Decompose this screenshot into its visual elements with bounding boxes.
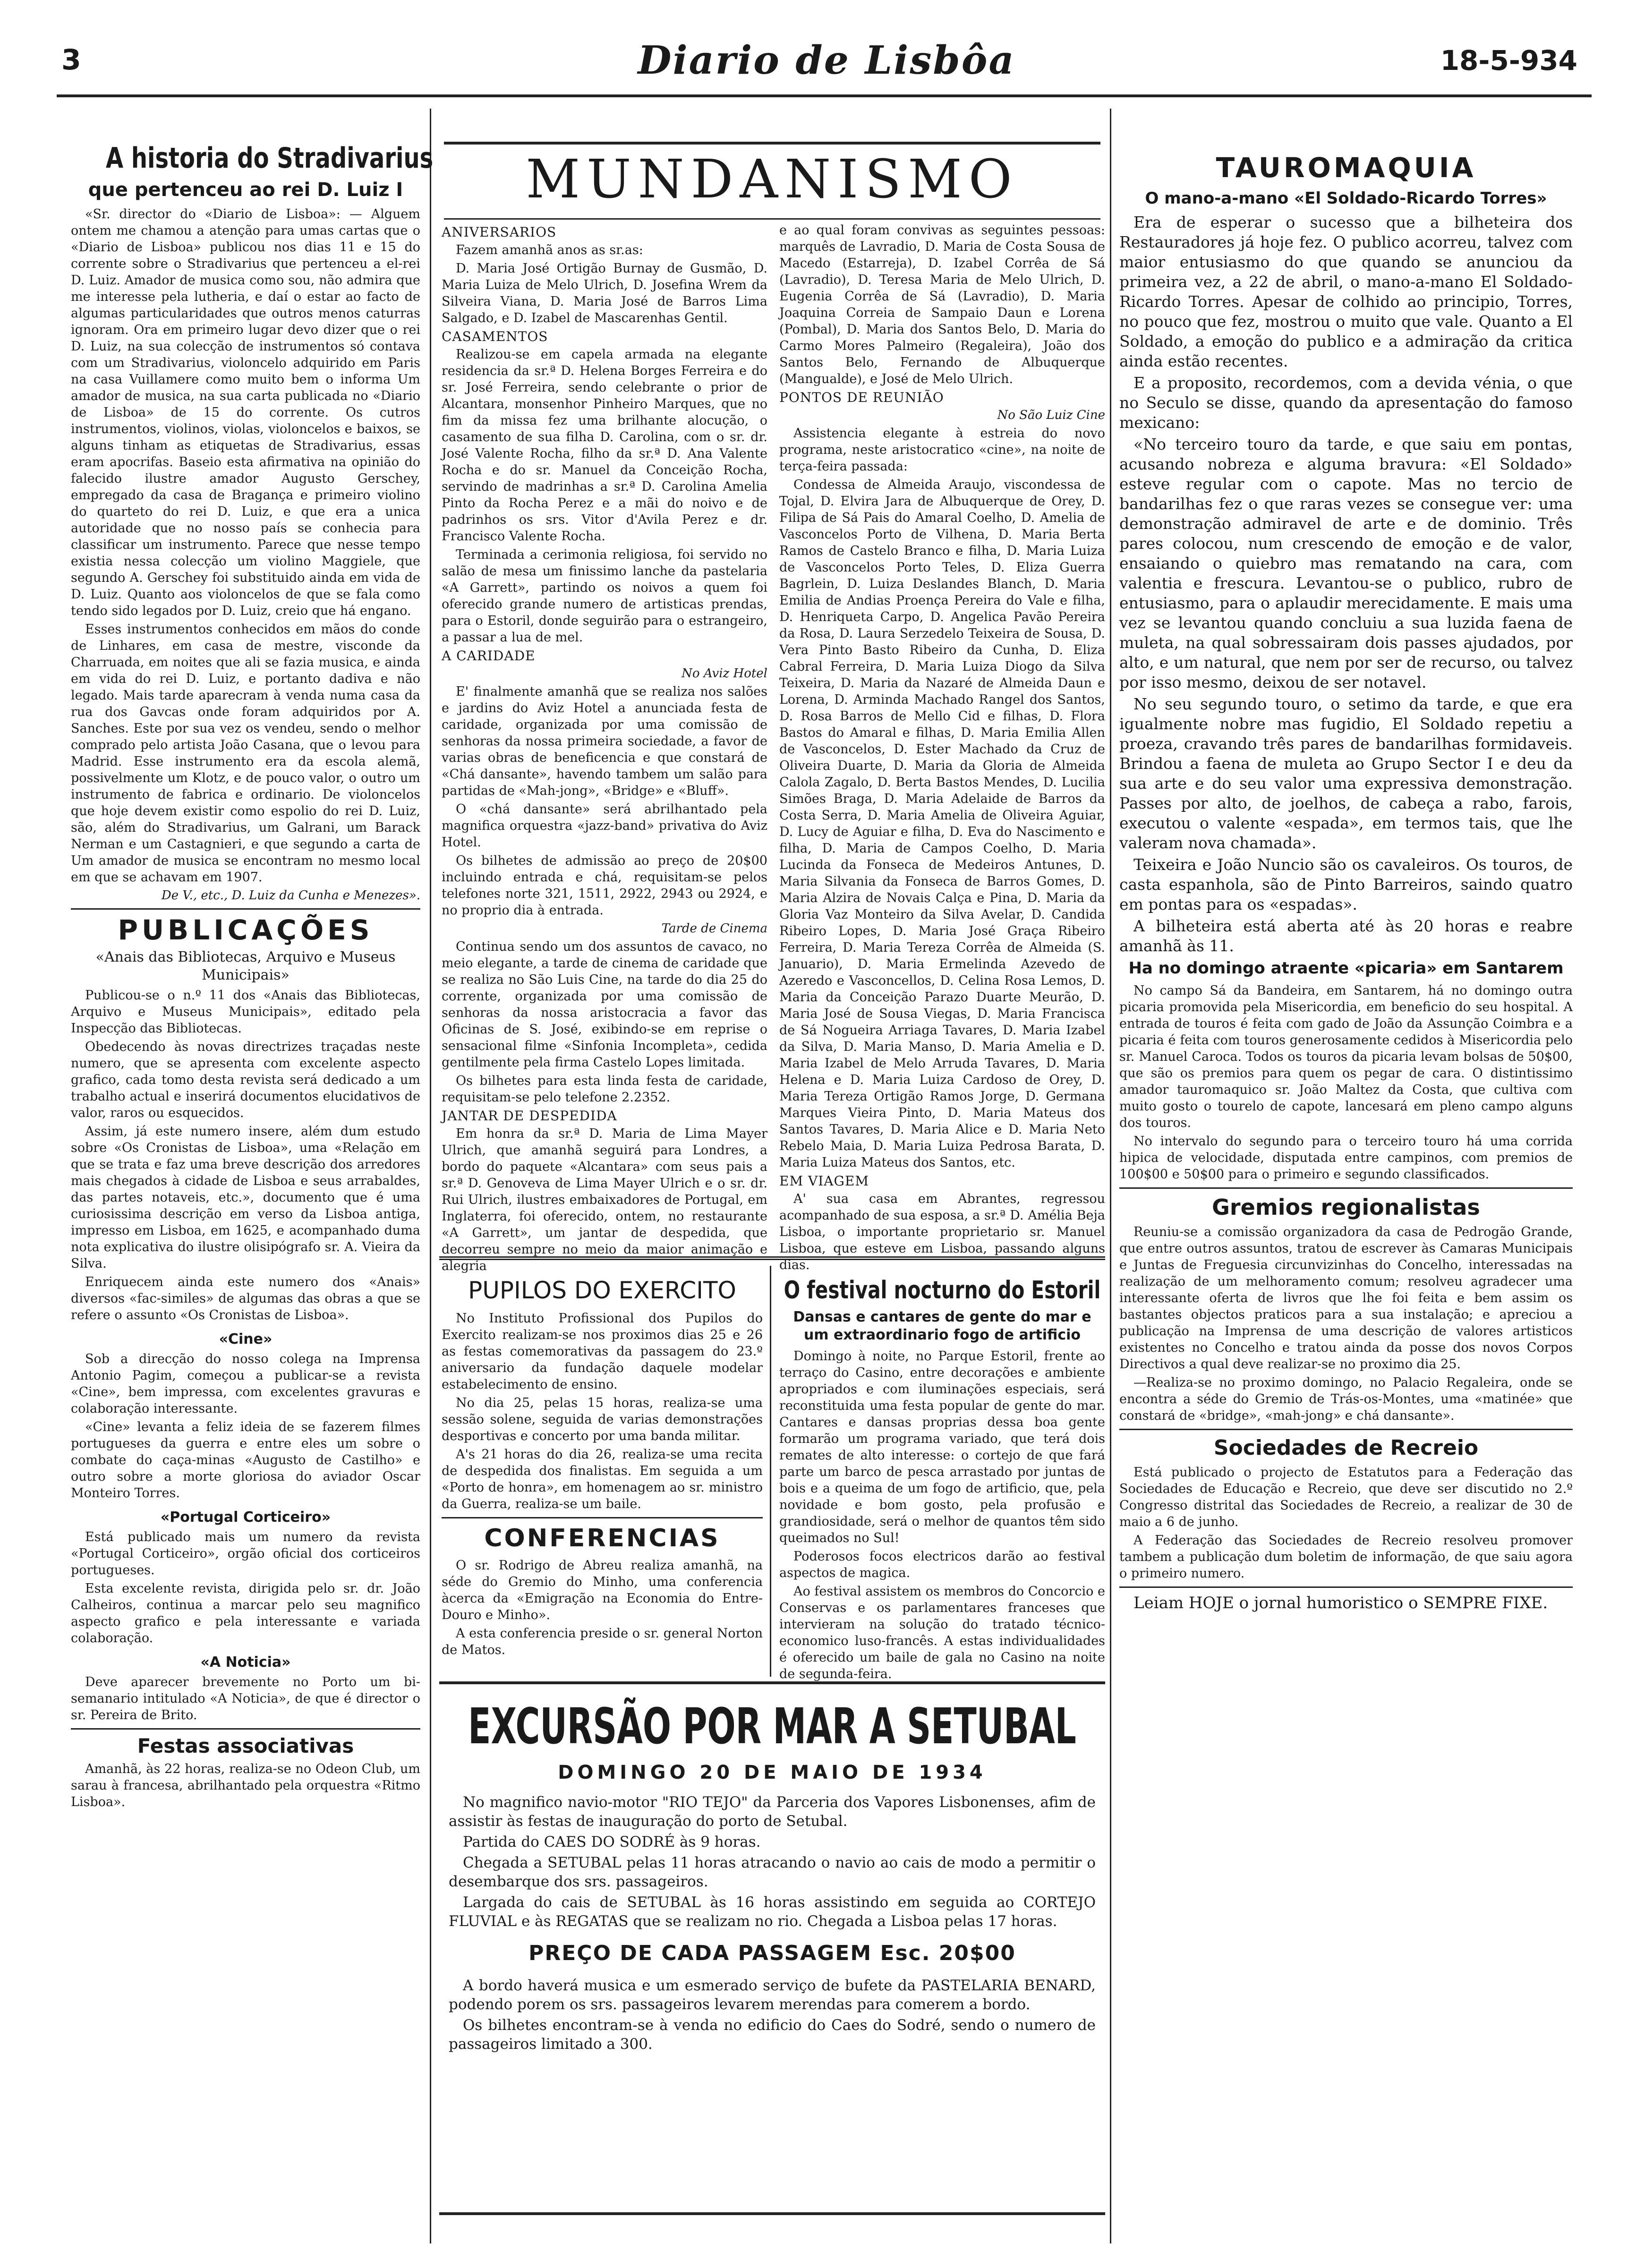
jantar-despedida-p1: Em honra da sr.ª D. Maria de Lima Mayer Ulrich, que amanhã seguirá para Londres, a bordo do paquete «Alcantara» com seus pais a sr.ª D. Genoveva de Lima Mayer Ulrich e o sr. dr. Rui Ulrich, ilustres embaixadores de Portugal, em Inglaterra, foi oferecido, ontem, no restaurante «A Garrett», um jantar de despedida, que decorreu sempre no meio da maior animação e alegria xyxy=(442,1126,767,1273)
masthead-date: 18-5-934 xyxy=(1440,44,1577,77)
tauromaquia-p3: «No terceiro touro da tarde, e que saiu em pontas, acusando nobreza e alguma bravura: «El Soldado» esteve regular com o capote. Mas no tercio de bandarilhas fez o que raras vezes se consegue ver: uma demonstração admiravel de arte e de dominio. Três pares colocou, num crescendo de emoção e de valor, ensaiando o quiebro mas rematando na cara, com valentia e frescura. Levantou-se o publico, rubro de entusiasmo, para o aplaudir merecidamente. E mais uma vez se levantou quando concluiu a sua luzida faena de muleta, na qual sobressairam dois passes ajudados, por alto, e um natural, que nem por ser de recurso, ou talvez por isso mesmo, deixou de ser notavel. xyxy=(1119,435,1573,691)
column-tauromaquia xyxy=(1119,109,1573,2248)
caridade-p3: Os bilhetes de admissão ao preço de 20$00 incluindo entrada e chá, requisitam-se pelos telefones norte 321, 1511, 2922, 2943 ou 2924, e no proprio dia à entrada. xyxy=(442,853,767,918)
estoril-p3: Ao festival assistem os membros do Concorcio e Conservas e os parlamentares franceses que intervieram na solução do tratado técnico-economico luso-francês. A estas individualidades é oferecido um baile de gala no Casino na noite de segunda-feira. xyxy=(779,1584,1105,1681)
tauromaquia-p2: E a proposito, recordemos, com a devida vénia, o que no Seculo se disse, quando da apresentação do famoso mexicano: xyxy=(1119,374,1573,432)
tauromaquia-subhead: O mano-a-mano «El Soldado-Ricardo Torres» xyxy=(1145,189,1547,208)
aniversarios-p2: D. Maria José Ortigão Burnay de Gusmão, D. Maria Luiza de Melo Ulrich, D. Josefina Wrem da Silveira Viana, D. Maria José de Barros Lima Salgado, e D. Izabel de Mascarenhas Gentil. xyxy=(442,261,767,325)
excursao-p6: Os bilhetes encontram-se à venda no edificio do Caes do Sodré, sendo o numero de passageiros limitado a 300. xyxy=(449,2017,1096,2053)
pontos-reuniao-p1: Assistencia elegante à estreia do novo programa, neste aristocratico «cine», na noite de terça-feira passada: xyxy=(779,426,1105,474)
excursao-p1: No magnifico navio-motor "RIO TEJO" da Parceria dos Vapores Lisbonenses, afim de assistir às festas de inauguração do porto de Setubal. xyxy=(449,1794,1096,1830)
estoril-section xyxy=(779,1270,1105,1681)
pupilos-headline: PUPILOS DO EXERCITO xyxy=(468,1277,736,1304)
anais-p4: Enriquecem ainda este numero dos «Anais» diversos «fac-similes» de algumas das obras a que se refere o assunto «Os Cronistas de Lisboa». xyxy=(71,1275,420,1322)
anais-p3: Assim, já este numero insere, além dum estudo sobre «Os Cronistas de Lisboa», uma «Relação em que se trata e faz uma breve descrição dos arredores mais chegados à cidade de Lisboa e seus arrabaldes, das partes notaveis, etc.», documento que é uma curiosissima descrição em verso da Lisboa antiga, impresso em Lisboa, em 1625, e acompanhado duma nota explicativa do ilustre olisipógrafo sr. A. Vieira da Silva. xyxy=(71,1124,420,1271)
divider xyxy=(71,908,420,910)
portugal-corticeiro-title: «Portugal Corticeiro» xyxy=(160,1509,331,1526)
estoril-subhead: Dansas e cantares de gente do mar e um extraordinario fogo de artificio xyxy=(793,1309,1091,1343)
stradivarius-subhead: que pertenceu ao rei D. Luiz I xyxy=(88,179,403,201)
pupilos-section xyxy=(442,1270,763,1677)
stradivarius-signature: De V., etc., D. Luiz da Cunha e Menezes». xyxy=(161,888,420,903)
a-noticia-p1: Deve aparecer brevemente no Porto um bi-semanario intitulado «A Noticia», de que é director o sr. Pereira de Brito. xyxy=(71,1675,420,1722)
divider xyxy=(442,1517,763,1518)
pupilos-p1: No Instituto Profissional dos Pupilos do Exercito realizam-se nos proximos dias 25 e 26 as festas comemorativas da passagem do 23.º aniversario da fundação daquele modelar estabelecimento de ensino. xyxy=(442,1311,763,1392)
divider xyxy=(1119,1586,1573,1588)
santarem-title: Ha no domingo atraente «picaria» em Santarem xyxy=(1128,959,1564,978)
excursao-p4: Largada do cais de SETUBAL às 16 horas assistindo em seguida ao CORTEJO FLUVIAL e às REGATAS que se realizam no rio. Chegada a Lisboa pelas 17 horas. xyxy=(449,1894,1096,1930)
jantar-despedida-title: JANTAR DE DESPEDIDA xyxy=(442,1108,617,1124)
caridade-location: No Aviz Hotel xyxy=(682,666,767,681)
column-rule xyxy=(1110,109,1111,2243)
pupilos-p3: A's 21 horas do dia 26, realiza-se uma recita de despedida dos finalistas. Em seguida a um «Porto de honra», em homenagem ao sr. ministro da Guerra, realiza-se um baile. xyxy=(442,1447,763,1511)
tarde-cinema-p1: Continua sendo um dos assuntos de cavaco, no meio elegante, a tarde de cinema de caridade que se realiza no São Luis Cine, na tarde do dia 25 do corrente, organizada por uma comissão de senhoras da nossa aristocracia a favor das Oficinas de S. José, exibindo-se em reprise o sensacional filme «Sinfonia Incompleta», cedida gentilmente pela firma Castelo Lopes limitada. xyxy=(442,939,767,1070)
gremios-title: Gremios regionalistas xyxy=(1212,1194,1480,1220)
cine-p1: Sob a direcção do nosso colega na Imprensa Antonio Pagim, começou a publicar-se a revista «Cine», bem impressa, com excelentes gravuras e colaboração interessante. xyxy=(71,1352,420,1416)
excursao-headline: EXCURSÃO POR MAR A SETUBAL xyxy=(468,1697,1076,1755)
sociedades-recreio-p2: A Federação das Sociedades de Recreio resolveu promover tambem a publicação dum boletim de informação, de que saiu agora o primeiro numero. xyxy=(1119,1533,1573,1581)
mundanismo-banner: MUNDANISMO xyxy=(526,149,1019,210)
pupilos-p2: No dia 25, pelas 15 horas, realiza-se uma sessão solene, seguida de varias demonstrações desportivas e concerto por uma banda militar. xyxy=(442,1396,763,1443)
caridade-title: A CARIDADE xyxy=(442,648,536,664)
cine-p2: «Cine» levanta a feliz ideia de se fazerem filmes portugueses da guerra e entre eles um sobre o combate do caça-minas «Augusto de Castilho» e outro sobre a morte gloriosa do aviador Oscar Monteiro Torres. xyxy=(71,1420,420,1501)
stradivarius-headline: A historia do Stradivarius xyxy=(106,142,434,175)
caridade-p1: E' finalmente amanhã que se realiza nos salões e jardins do Aviz Hotel a anunciada festa de caridade, organizada por uma comissão de senhoras da nossa primeira sociedade, a favor de varias obras de beneficencia e que constará de «Chá dansante», havendo tambem um salão para partidas de «Mah-jong», «Bridge» e «Bluff». xyxy=(442,684,767,798)
estoril-headline: O festival nocturno do Estoril xyxy=(784,1276,1101,1305)
jantar-convivas: e ao qual foram convivas as seguintes pessoas: marquês de Lavradio, D. Maria de Costa Sousa de Macedo (Estarreja), D. Izabel Corrêa de Sá (Lavradio), D. Teresa Maria de Melo Ulrich, D. Eugenia Corrêa de Sá (Lavradio), D. Maria Joaquina Correia de Sampaio Daun e Lorena (Pombal), D. Maria dos Santos Belo, D. Maria do Carmo Mores Palmeiro (Regaleira), João dos Santos Belo, Fernando de Albuquerque (Mangualde), e José de Melo Ulrich. xyxy=(779,223,1105,386)
tauromaquia-p4: No seu segundo touro, o setimo da tarde, e que era igualmente nobre mas fugidio, El Soldado repetiu a proeza, cravando três pares de bandarilhas formidaveis. Brindou a faena de muleta ao Grupo Sector I e deu da sua arte e do seu valor uma expressiva demonstração. Passes por alto, de joelhos, de cabeça a rabo, farois, executou o valente «espada», em termos tais, que lhe valeram nova chamada». xyxy=(1119,695,1573,852)
mundanismo-left-column xyxy=(442,222,767,1273)
masthead-rule xyxy=(57,94,1592,97)
conferencias-headline: CONFERENCIAS xyxy=(484,1524,720,1552)
column-rule xyxy=(430,109,431,2243)
santarem-p2: No intervalo do segundo para o terceiro touro há uma corrida hipica de velocidade, disputada entre campinos, com premios de 100$00 e 50$00 para o primeiro e segundo classificados. xyxy=(1119,1134,1573,1182)
divider xyxy=(1119,1429,1573,1430)
estoril-p1: Domingo à noite, no Parque Estoril, frente ao terraço do Casino, entre decorações e ambiente apropriados e com iluminações especiais, será reconstituida uma festa popular de gente do mar. Cantares e dansas proprias dessa boa gente formarão um programa variado, que terá dois remates de alto interesse: o cortejo de que fará parte um barco de pesca arrastado por juntas de bois e a queima de um fogo de artificio, que, pela novidade e bom gosto, pela profusão e grandiosidade, será o melhor de quantos têm sido queimados no Sul! xyxy=(779,1349,1105,1545)
excursao-price: PREÇO DE CADA PASSAGEM Esc. 20$00 xyxy=(528,1941,1016,1965)
aniversarios-p1: Fazem amanhã anos as sr.as: xyxy=(456,243,643,257)
page-number: 3 xyxy=(61,43,81,77)
gremios-p1: Reuniu-se a comissão organizadora da casa de Pedrogão Grande, que entre outros assuntos, tratou de escrever às Camaras Municipais e Juntas de Freguesia circunvizinhas do Concelho, interessadas na realização de um melhoramento comum; resolveu agradecer uma interessante oferta de livros que lhe foi feita e bem assim os bastantes objectos praticos para a sua instalação; e apreciou a publicação na Imprensa de uma descrição de valores artisticos existentes no Concelho e tratou ainda da posse dos novos Corpos Directivos a qual deve realizar-se no proximo dia 25. xyxy=(1119,1225,1573,1372)
anais-p1: Publicou-se o n.º 11 dos «Anais das Bibliotecas, Arquivo e Museus Municipais», editado pela Inspecção das Bibliotecas. xyxy=(71,988,420,1036)
em-viagem-title: EM VIAGEM xyxy=(779,1173,869,1189)
sociedades-recreio-p1: Está publicado o projecto de Estatutos para a Federação das Sociedades de Educação e Recreio, que deve ser discutido no 2.º Congresso distrital das Sociedades de Recreio, a realizar de 30 de maio a 6 de junho. xyxy=(1119,1465,1573,1529)
anais-p2: Obedecendo às novas directrizes traçadas neste numero, que se apresenta com excelente aspecto grafico, cada tomo desta revista será dedicado a um trabalho actual e inserirá documentos elucidativos de valor, raros ou esquecidos. xyxy=(71,1040,420,1120)
divider xyxy=(1119,1187,1573,1189)
tauromaquia-p1: Era de esperar o sucesso que a bilheteira dos Restauradores já hoje fez. O publico acorreu, talvez com maior entusiasmo do que quando se anunciou da primeira vez, a 22 de abril, o mano-a-mano El Soldado-Ricardo Torres. Apesar de colhido ao principio, Torres, no pouco que fez, mostrou o muito que vale. Quanto a El Soldado, a emoção do publico e a admiração da critica ainda estão recentes. xyxy=(1119,213,1573,370)
festas-associativas-p1: Amanhã, às 22 horas, realiza-se no Odeon Club, um sarau à francesa, abrilhantado pela orquestra «Ritmo Lisboa». xyxy=(71,1762,420,1809)
sociedades-recreio-title: Sociedades de Recreio xyxy=(1213,1436,1479,1460)
divider xyxy=(71,1728,420,1730)
aniversarios-title: ANIVERSARIOS xyxy=(442,224,557,240)
stradivarius-letter-p2: Esses instrumentos conhecidos em mãos do conde de Linhares, em casa de mestre, visconde da Charruada, em noites que ali se fazia musica, e ainda em vida do rei D. Luiz, e portanto dadiva e não legado. Mais tarde aparecram à venda numa casa da rua dos Gavcas onde foram adquiridos por A. Sanches. Este por sua vez os vendeu, sendo o melhor comprado pelo artista João Casana, que o levou para Madrid. Esse instrumento era da escola alemã, possivelmente um Klotz, e de pouco valor, o outro um instrumento de fabrica e ordinario. De violoncelos que hoje devem existir como espolio do rei D. Luiz, são, além do Stradivarius, um Galrani, um Barack Nerman e um Castagnieri, e que segundo a carta de Um amador de musica se encontram no mesmo local em que se achavam em 1907. xyxy=(71,622,420,885)
column-stradivarius xyxy=(71,109,434,2248)
tauromaquia-headline: TAUROMAQUIA xyxy=(1216,152,1476,184)
portugal-corticeiro-p1: Está publicado mais um numero da revista «Portugal Corticeiro», orgão oficial dos corticeiros portugueses. xyxy=(71,1530,420,1577)
santarem-p1: No campo Sá da Bandeira, em Santarem, há no domingo outra picaria promovida pela Misericordia, em beneficio do seu hospital. A entrada de touros é feita com gado de João da Assunção Coimbra e a picaria é feita com touros generosamente cedidos à Misericordia pelo sr. Manuel Caroca. Todos os touros da picaria levam bolsas de 50$00, que são os premios para quem os pegar de cara. O distintissimo amador tauromaquico sr. João Maltez da Costa, que cultiva com muito gosto o tourelo de capote, lancesará em pleno campo alguns dos touros. xyxy=(1119,983,1573,1130)
masthead-title: Diario de Lisbôa xyxy=(638,38,1015,83)
tauromaquia-p6: A bilheteira está aberta até às 20 horas e reabre amanhã às 11. xyxy=(1119,917,1573,955)
mundanismo-bottom-rule xyxy=(439,1256,1105,1260)
tarde-cinema-title: Tarde de Cinema xyxy=(661,921,767,936)
excursao-date: DOMINGO 20 DE MAIO DE 1934 xyxy=(558,1762,987,1783)
casamentos-title: CASAMENTOS xyxy=(442,329,548,344)
excursao-p2: Partida do CAES DO SODRÉ às 9 horas. xyxy=(463,1833,761,1850)
a-noticia-title: «A Noticia» xyxy=(200,1654,291,1671)
tauromaquia-p5: Teixeira e João Nuncio são os cavaleiros. Os touros, de casta espanhola, são de Pinto Barreiros, saindo quatro em pontas para os «espadas». xyxy=(1119,855,1573,913)
publicacoes-headline: PUBLICAÇÕES xyxy=(118,914,374,946)
estoril-p2: Poderosos focos electricos darão ao festival aspectos de magica. xyxy=(779,1549,1105,1580)
excursao-p5: A bordo haverá musica e um esmerado serviço de bufete da PASTELARIA BENARD, podendo porem os srs. passageiros levarem merendas para comerem a bordo. xyxy=(449,1977,1096,2013)
casamentos-p2: Terminada a cerimonia religiosa, foi servido no salão de mesa um finissimo lanche da pastelaria «A Garrett», partindo os noivos a quem foi oferecido grande numero de artisticas prendas, para o Estoril, donde seguirão para o estrangeiro, a passar a lua de mel. xyxy=(442,547,767,645)
gremios-p2: —Realiza-se no proximo domingo, no Palacio Regaleira, onde se encontra a séde do Gremio de Trás-os-Montes, uma «matinée» que constará de «bridge», «mah-jong» e chá dansante». xyxy=(1119,1375,1573,1423)
anais-title: «Anais das Bibliotecas, Arquivo e Museus Municipais» xyxy=(95,949,396,983)
stradivarius-letter-p1: «Sr. director do «Diario de Lisboa»: — Alguem ontem me chamou a atenção para umas cartas que o «Diario de Lisboa» publicou nos dias 11 e 15 do corrente sobre o Stradivarius que pertenceu a el-rei D. Luiz. Amador de musica como sou, não admira que me interesse pela lutheria, e daí o estar ao facto de algumas particularidades que outros menos caturras ignoram. Ora em primeiro lugar devo dizer que o rei D. Luiz, na sua colecção de instrumentos só contava com um Stradivarius, violoncelo adquirido em Paris na casa Vuillamere como muito bem o informa Um amador de musica, na sua carta publicada no «Diario de Lisboa» de 15 do corrente. Os cutros instrumentos, violinos, violas, violoncelos e baixos, se alguns tinham as etiquetas de Stradivarius, essas eram apocrifas. Baseio esta afirmativa na opinião do falecido ilustre amador Augusto Gerschey, empregado da casa de Bragança e primeiro violino do quarteto do rei D. Luiz, e que era a unica autoridade que no nosso país se conhecia para classificar um instrumento. Parece que nesse tempo existia nessa colecção um violino Maggiele, que segundo A. Gerschey foi substituido ainda em vida de D. Luiz. Quanto aos violoncelos de que se fala como tendo sido legados por D. Luiz, creio que há engano. xyxy=(71,207,420,618)
portugal-corticeiro-p2: Esta excelente revista, dirigida pelo sr. dr. João Calheiros, continua a marcar pelo seu magnifico aspecto grafico e pela interessante e variada colaboração. xyxy=(71,1581,420,1646)
excursao-p3: Chegada a SETUBAL pelas 11 horas atracando o navio ao cais de modo a permitir o desembarque dos srs. passageiros. xyxy=(449,1854,1096,1890)
pontos-reuniao-p2: Condessa de Almeida Araujo, viscondessa de Tojal, D. Elvira Jara de Albuquerque de Orey, D. Filipa de Sá Pais do Amaral Coelho, D. Amelia de Vasconcelos Porto de Vilhena, D. Maria Berta Ramos de Castelo Branco e filha, D. Maria Luiza de Vasconcelos Porto Teles, D. Eliza Guerra Bagrlein, D. Luiza Deslandes Blanch, D. Maria Emilia de Andias Proença Pereira do Vale e filha, D. Henriqueta Carpo, D. Angelica Pavão Pereira da Rosa, D. Laura Serzedelo Teixeira de Sousa, D. Vera Pinto Basto Ribeiro da Cunha, D. Eliza Cabral Ferreira, D. Maria Luiza Diogo da Silva Teixeira, D. Maria da Nazaré de Almeida Daun e Lorena, D. Arminda Machado Rangel dos Santos, D. Rosa Barros de Mello Cid e filhas, D. Flora Bastos do Amaral e filhas, D. Maria Emilia Allen de Vasconcelos, D. Ester Machado da Cruz de Oliveira Duarte, D. Maria da Gloria de Almeida Calola Zagalo, D. Berta Bastos Mendes, D. Lucilia Simões Braga, D. Maria Adelaide de Barros da Costa Serra, D. Maria Amelia de Oliveira Aguiar, D. Lucy de Aguiar e filha, D. Eva do Nascimento e filha, D. Maria de Campos Coelho, D. Maria Lucinda da Fonseca de Medeiros Antunes, D. Maria Silvania da Fonseca de Barros Gomes, D. Maria Alzira de Novais Calça e Pina, D. Maria da Gloria Vaz Monteiro da Silva Avelar, D. Candida Ribeiro Lopes, D. Maria José Graça Ribeiro Ferreira, D. Maria Tereza Corrêa de Almeida (S. Januario), D. Maria Ermelinda Azevedo de Azeredo e Vasconcellos, D. Celina Rosa Lemos, D. Maria da Conceição Parazo Duarte Meurão, D. Maria José de Sousa Viegas, D. Maria Francisca de Sá Nogueira Arriaga Tavares, D. Maria Izabel da Silva, D. Maria Manso, D. Maria Amelia e D. Maria Izabel de Melo Arruda Tavares, D. Maria Helena e D. Maria Luiza Cardoso de Orey, D. Maria Tereza Ortigão Ramos Jorge, D. Germana Marques Vieira Pinto, D. Maria Mateus dos Santos Tavares, D. Maria Alice e D. Maria Neto Rebelo Maia, D. Maria Luiza Pedrosa Barata, D. Maria Luiza Mateus dos Santos, etc. xyxy=(779,477,1105,1170)
festas-associativas-title: Festas associativas xyxy=(137,1734,354,1757)
excursao-ad xyxy=(439,1681,1105,2215)
conferencias-p1: O sr. Rodrigo de Abreu realiza amanhã, na séde do Gremio do Minho, uma conferencia àcerca da «Emigração na Economia do Entre-Douro e Minho». xyxy=(442,1558,763,1622)
conferencias-p2: A esta conferencia preside o sr. general Norton de Matos. xyxy=(442,1626,763,1657)
sempre-fixe-notice: Leiam HOJE o jornal humoristico o SEMPRE FIXE. xyxy=(1133,1594,1548,1612)
cine-title: «Cine» xyxy=(219,1331,273,1347)
caridade-p2: O «chá dansante» será abrilhantado pela magnifica orquestra «jazz-band» privativa do Aviz Hotel. xyxy=(442,802,767,850)
pontos-reuniao-title: PONTOS DE REUNIÃO xyxy=(779,390,944,405)
mundanismo-right-column xyxy=(779,222,1105,1272)
column-rule xyxy=(770,1266,771,1677)
tarde-cinema-p2: Os bilhetes para esta linda festa de caridade, requisitam-se pelo telefone 2.2352. xyxy=(442,1074,767,1105)
pontos-reuniao-location: No São Luiz Cine xyxy=(997,408,1105,422)
em-viagem-p1: A' sua casa em Abrantes, regressou acompanhado de sua esposa, a sr.ª D. Amélia Beja Lisboa, o importante proprietario sr. Manuel Lisboa, que esteve em Lisboa, passando alguns dias. xyxy=(779,1192,1105,1272)
casamentos-p1: Realizou-se em capela armada na elegante residencia da sr.ª D. Helena Borges Ferreira e do sr. José Ferreira, sendo celebrante o prior de Alcantara, monsenhor Pinheiro Marques, que no fim da missa fez uma brilhante alocução, o casamento de sua filha D. Carolina, com o sr. dr. José Valente Rocha, filho da sr.ª D. Ana Valente Rocha e do sr. Manuel da Conceição Rocha, servindo de madrinhas a sr.ª D. Carolina Amelia Pinto da Rocha Perez e a mãi do noivo e de padrinhos os srs. Vitor d'Avila Perez e dr. Francisco Valente Rocha. xyxy=(442,347,767,544)
